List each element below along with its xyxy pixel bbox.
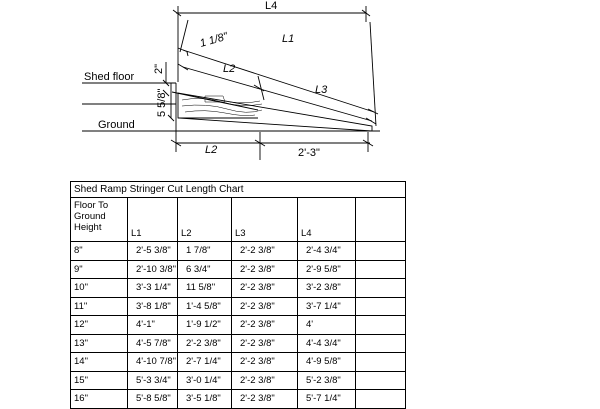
- table-row: [71, 316, 406, 335]
- l3-cell: 2'-2 3/8": [232, 371, 298, 390]
- l3-cell: 2'-2 3/8": [232, 260, 298, 279]
- l4-cell: 4'-9 5/8": [298, 353, 356, 372]
- table-row: [71, 371, 406, 390]
- header-l1: L1: [128, 198, 178, 242]
- table-row: [71, 334, 406, 353]
- cut-length-chart: [70, 181, 406, 409]
- table-row: [71, 279, 406, 298]
- l4-cell: 5'-2 3/8": [298, 371, 356, 390]
- l3-cell: 2'-2 3/8": [232, 279, 298, 298]
- height-cell: 14": [71, 353, 128, 372]
- stringer-inner-edge: [172, 92, 258, 110]
- shed-floor-label: Shed floor: [84, 71, 135, 83]
- l4-cell: 5'-7 1/4": [298, 390, 356, 409]
- height-cell: 15": [71, 371, 128, 390]
- ramp-stringer-diagram: [0, 0, 600, 175]
- height-cell: 10": [71, 279, 128, 298]
- height-cell: 8": [71, 242, 128, 261]
- l4-cell: 2'-9 5/8": [298, 260, 356, 279]
- l3-label: L3: [315, 84, 328, 96]
- header-l4: L4: [298, 198, 356, 242]
- table-row: [71, 353, 406, 372]
- l3-cell: 2'-2 3/8": [232, 353, 298, 372]
- wood-grain: [182, 96, 262, 116]
- empty-cell: [356, 297, 406, 316]
- l4-cell: 2'-4 3/4": [298, 242, 356, 261]
- l4-cell: 3'-7 1/4": [298, 297, 356, 316]
- l4-label: L4: [265, 0, 278, 12]
- header-l2: L2: [178, 198, 232, 242]
- l2-cell: 1'-4 5/8": [178, 297, 232, 316]
- l2-cell: 1'-9 1/2": [178, 316, 232, 335]
- l4-cell: 4': [298, 316, 356, 335]
- empty-cell: [356, 242, 406, 261]
- l1-cell: 5'-3 3/4": [128, 371, 178, 390]
- ground-label: Ground: [98, 119, 135, 131]
- l2-cell: 2'-2 3/8": [178, 334, 232, 353]
- height-cell: 9": [71, 260, 128, 279]
- header-empty: [356, 198, 406, 242]
- l1-cell: 2'-5 3/8": [128, 242, 178, 261]
- l2-cell: 3'-0 1/4": [178, 371, 232, 390]
- l2-bottom-label: L2: [205, 144, 218, 156]
- table-row: [71, 297, 406, 316]
- header-l3: L3: [232, 198, 298, 242]
- l1-cell: 4'-1": [128, 316, 178, 335]
- l2-cell: 11 5/8": [178, 279, 232, 298]
- l1-label: L1: [282, 33, 295, 45]
- empty-cell: [356, 316, 406, 335]
- empty-cell: [356, 279, 406, 298]
- empty-cell: [356, 260, 406, 279]
- two-inch-label: 2": [153, 63, 165, 74]
- l1-cell: 4'-10 7/8": [128, 353, 178, 372]
- height-cell: 11": [71, 297, 128, 316]
- table-row: [71, 242, 406, 261]
- l3-cell: 2'-2 3/8": [232, 334, 298, 353]
- l2-cell: 6 3/4": [178, 260, 232, 279]
- l1-cell: 3'-8 1/8": [128, 297, 178, 316]
- l4-cell: 4'-4 3/4": [298, 334, 356, 353]
- l1-cell: 3'-3 1/4": [128, 279, 178, 298]
- nose-label: 1 1/8": [198, 30, 230, 50]
- table-row: [71, 260, 406, 279]
- height-cell: 12": [71, 316, 128, 335]
- height-cell: 16": [71, 390, 128, 409]
- l2-top-label: L2: [223, 63, 236, 75]
- l1-cell: 4'-5 7/8": [128, 334, 178, 353]
- step-height-label: 5 5/8": [156, 88, 168, 117]
- l1-cell: 5'-8 5/8": [128, 390, 178, 409]
- l4-cell: 3'-2 3/8": [298, 279, 356, 298]
- header-row: [71, 198, 406, 242]
- height-cell: 13": [71, 334, 128, 353]
- l2-cell: 3'-5 1/8": [178, 390, 232, 409]
- l3-cell: 2'-2 3/8": [232, 242, 298, 261]
- empty-cell: [356, 371, 406, 390]
- empty-cell: [356, 334, 406, 353]
- l3-cell: 2'-2 3/8": [232, 390, 298, 409]
- header-floor-height: Floor To Ground Height: [71, 198, 128, 242]
- l2-cell: 1 7/8": [178, 242, 232, 261]
- empty-cell: [356, 353, 406, 372]
- l3-cell: 2'-2 3/8": [232, 297, 298, 316]
- table-row: [71, 390, 406, 409]
- chart-title: Shed Ramp Stringer Cut Length Chart: [71, 182, 406, 198]
- l2-cell: 2'-7 1/4": [178, 353, 232, 372]
- two-ft-three-label: 2'-3": [298, 147, 320, 159]
- l1-cell: 2'-10 3/8": [128, 260, 178, 279]
- empty-cell: [356, 390, 406, 409]
- l3-cell: 2'-2 3/8": [232, 316, 298, 335]
